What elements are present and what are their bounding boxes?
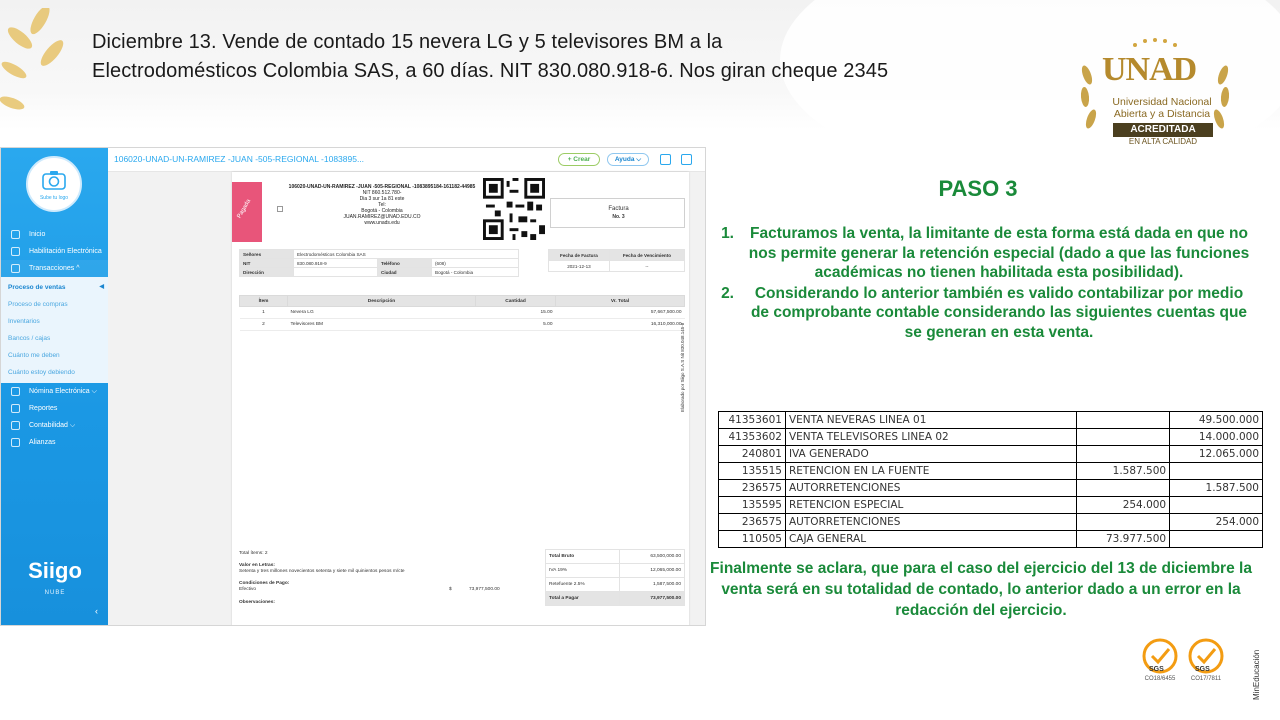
step-text: Considerando lo anterior también es valido contabilizar por medio de comprobante contable considerando las siguientes cuentas que se generan en esta venta. [750, 284, 1248, 341]
valor-letras-label: Valor en Letras: [239, 562, 275, 568]
account-debit: 73.977.500 [1077, 531, 1170, 548]
transactions-icon [11, 264, 20, 273]
dates-table [548, 249, 685, 272]
link-icon [11, 438, 20, 447]
total-items: Total ítems: 2 [239, 551, 268, 556]
table-row [719, 429, 1263, 446]
company-logo-upload[interactable] [26, 156, 82, 212]
value-senores: Electrodomésticos Colombia SAS [294, 250, 519, 259]
list-item [708, 284, 1254, 343]
account-name: IVA GENERADO [785, 446, 1076, 463]
submenu-proceso-ventas[interactable]: Proceso de ventas ◀ [1, 279, 108, 296]
account-code: 240801 [719, 446, 786, 463]
account-name: AUTORRETENCIONES [785, 480, 1076, 497]
total-pagar-label: Total a Pagar [546, 592, 620, 606]
siigo-nube-label: NUBE [44, 590, 66, 596]
avatar-label: Sube tu logo [39, 195, 69, 201]
account-debit [1077, 429, 1170, 446]
step-number: 2. [721, 284, 734, 302]
unad-sub-line1: Universidad Nacional [1112, 96, 1212, 108]
account-code: 41353602 [719, 429, 786, 446]
ayuda-button[interactable]: Ayuda ⌵ [607, 153, 649, 166]
sidebar-item-label: Reportes [29, 405, 58, 412]
condicion-pago: Efectivo [239, 587, 257, 592]
value-direccion [294, 268, 378, 277]
account-credit: 12.065.000 [1170, 446, 1263, 463]
items-header-cantidad: Cantidad [476, 296, 556, 307]
invoice-box-title: Factura [608, 206, 629, 212]
account-credit: 254.000 [1170, 514, 1263, 531]
item-quantity: 5.00 [476, 319, 556, 331]
account-name: RETENCION EN LA FUENTE [785, 463, 1076, 480]
invoice-summary [239, 551, 539, 606]
table-row [240, 307, 685, 319]
account-code: 135515 [719, 463, 786, 480]
account-credit [1170, 463, 1263, 480]
accounting-entries-table [718, 411, 1263, 548]
table-row [719, 412, 1263, 429]
table-row [719, 531, 1263, 548]
payroll-icon [11, 387, 20, 396]
account-name: RETENCION ESPECIAL [785, 497, 1076, 514]
company-email: JUAN.RAMIREZ@UNAD.EDU.CO [343, 214, 421, 220]
mineducacion-label: MinEducación [1252, 649, 1261, 700]
sidebar-item-label: Alianzas [29, 439, 56, 446]
sidebar-item-label: Contabilidad ⌵ [29, 421, 76, 429]
account-credit: 14.000.000 [1170, 429, 1263, 446]
item-number: 2 [240, 319, 288, 331]
account-debit [1077, 480, 1170, 497]
document-viewer[interactable] [108, 172, 706, 626]
sidebar-item-habilitacion[interactable] [1, 243, 108, 260]
home-icon [11, 230, 20, 239]
table-row [240, 319, 685, 331]
sidebar-item-contabilidad[interactable] [1, 417, 108, 434]
item-quantity: 15.00 [476, 307, 556, 319]
total-bruto-label: Total Bruto [546, 550, 620, 564]
unad-sub-line2: Abierta y a Distancia [1113, 108, 1211, 120]
account-credit: 1.587.500 [1170, 480, 1263, 497]
account-code: 236575 [719, 480, 786, 497]
label-senores: Señores [240, 250, 294, 259]
company-nit: NIT 860.512.780- [362, 190, 402, 196]
label-nit: NIT [240, 259, 294, 268]
submenu-cuanto-estoy-debiendo[interactable]: Cuánto estoy debiendo [8, 369, 75, 376]
siigo-elaborated-by: Elaborado por Siigo S.A.S Nit 830.048.145-8 [680, 322, 685, 412]
sidebar-item-alianzas[interactable] [1, 434, 108, 451]
slide-title-line1: Diciembre 13. Vende de contado 15 nevera LG y 5 televisores BM a la [92, 31, 723, 53]
sidebar-item-label: Inicio [29, 231, 46, 238]
value-nit: 830.080.918-9 [294, 259, 378, 268]
search-icon[interactable] [660, 154, 671, 165]
sidebar-item-label: Transacciones ^ [29, 265, 80, 272]
cert2-code: CO17/7811 [1190, 676, 1222, 682]
value-telefono: (608) [432, 259, 519, 268]
account-code: 110505 [719, 531, 786, 548]
company-city: Bogotá - Colombia [361, 208, 403, 214]
sidebar-item-label: Habilitación Electrónica [29, 248, 102, 255]
app-topbar [108, 148, 706, 172]
laurel-icon [0, 8, 80, 138]
item-total: 57,667,500.00 [556, 307, 685, 319]
sidebar-item-nomina[interactable] [1, 383, 108, 400]
steps-list [708, 224, 1254, 343]
totals-table [545, 549, 685, 606]
invoice-box-number: No. 3 [612, 214, 625, 220]
items-header-item: Ítem [240, 296, 288, 307]
sidebar [1, 148, 108, 626]
submenu-cuanto-me-deben[interactable]: Cuánto me deben [8, 352, 60, 359]
unad-logo-subtitle [1102, 96, 1222, 120]
account-name: VENTA NEVERAS LINEA 01 [785, 412, 1076, 429]
items-table [239, 295, 685, 331]
cert1-code: CO18/6455 [1144, 676, 1176, 682]
value-ciudad: Bogotá - Colombia [432, 268, 519, 277]
qr-code-icon [483, 178, 545, 240]
final-note: Finalmente se aclara, que para el caso del ejercicio del 13 de diciembre la venta será en su totalidad de contado, lo anterior dado a un error en la redacción del ejercicio. [710, 560, 1252, 619]
account-name: CAJA GENERAL [785, 531, 1076, 548]
list-item [708, 224, 1254, 283]
cert1-mark: SGS [1149, 666, 1164, 673]
slide-title-line2: Electrodomésticos Colombia SAS, a 60 días. NIT 830.080.918-6. Nos giran cheque 2345 [92, 60, 889, 82]
paid-ribbon [232, 182, 262, 242]
accreditation-badge: ACREDITADA [1113, 123, 1213, 137]
submenu-inventarios[interactable]: Inventarios [8, 318, 40, 325]
account-debit: 254.000 [1077, 497, 1170, 514]
transacciones-submenu [1, 277, 108, 383]
table-row [719, 480, 1263, 497]
label-telefono: Teléfono [378, 259, 432, 268]
label-fecha-factura: Fecha de Factura [549, 250, 610, 261]
condicion-currency: $ [449, 587, 452, 592]
sidebar-item-transacciones[interactable] [1, 260, 108, 277]
paso-title: PASO 3 [938, 176, 1018, 201]
siigo-logo: Siigo [28, 558, 82, 583]
calendar-icon[interactable] [681, 154, 692, 165]
account-code: 41353601 [719, 412, 786, 429]
invoice-number-box [550, 198, 685, 228]
document-icon [11, 247, 20, 256]
collapse-sidebar-icon[interactable]: ‹ [95, 606, 98, 616]
account-debit [1077, 446, 1170, 463]
unad-logo-text: UNAD [1102, 51, 1197, 88]
condiciones-label: Condiciones de Pago: [239, 580, 290, 586]
iva-value: 12,065,000.00 [619, 564, 684, 578]
item-total: 16,310,000.00 [556, 319, 685, 331]
item-number: 1 [240, 307, 288, 319]
company-tel: Tel: [378, 202, 386, 208]
retefuente-value: 1,587,500.00 [619, 578, 684, 592]
camera-icon [42, 170, 66, 190]
items-header-total: Vr. Total [556, 296, 685, 307]
invoice-page [232, 172, 689, 626]
accounting-icon [11, 421, 20, 430]
slide-title [92, 28, 1052, 86]
total-bruto-value: 63,500,000.00 [619, 550, 684, 564]
account-code: 236575 [719, 514, 786, 531]
sidebar-item-label: Nómina Electrónica ⌵ [29, 387, 97, 395]
label-fecha-vencimiento: Fecha de Vencimiento [609, 250, 684, 261]
accreditation-sub: EN ALTA CALIDAD [1128, 137, 1198, 146]
account-debit [1077, 514, 1170, 531]
company-info [282, 184, 482, 226]
valor-letras: Setenta y tres millones novecientos setenta y siete mil quinientos pesos m/cte [239, 569, 405, 574]
label-direccion: Dirección [240, 268, 294, 277]
account-debit [1077, 412, 1170, 429]
customer-table [239, 249, 519, 277]
account-name: VENTA TELEVISORES LINEA 02 [785, 429, 1076, 446]
observaciones-label: Observaciones: [239, 599, 275, 605]
item-description: Nevera LG [288, 307, 476, 319]
document-title: 106020-UNAD-UN-RAMIREZ -JUAN -505-REGIONAL -1083895... [114, 154, 365, 164]
value-fecha-factura: 2021-12-13 [549, 261, 610, 272]
table-row [719, 463, 1263, 480]
crear-button[interactable]: + Crear [558, 153, 600, 166]
value-fecha-vencimiento: -- [609, 261, 684, 272]
siigo-app-window [0, 147, 706, 626]
sidebar-nav [1, 226, 108, 451]
table-row [719, 497, 1263, 514]
table-row [719, 514, 1263, 531]
items-header-descripcion: Descripción [288, 296, 476, 307]
label-ciudad: Ciudad [378, 268, 432, 277]
submenu-bancos-cajas[interactable]: Bancos / cajas [8, 335, 51, 342]
cert2-mark: SGS [1195, 666, 1210, 673]
sidebar-item-inicio[interactable] [1, 226, 108, 243]
table-row [719, 446, 1263, 463]
company-web: www.unads.edu [364, 220, 400, 226]
sidebar-item-reportes[interactable] [1, 400, 108, 417]
account-credit [1170, 497, 1263, 514]
item-description: Televisores BM [288, 319, 476, 331]
iva-label: IVA 19% [546, 564, 620, 578]
paid-ribbon-label: Pagada [236, 198, 253, 220]
account-name: AUTORRETENCIONES [785, 514, 1076, 531]
company-address: Dia 3 sur 1a 81 este [359, 196, 405, 202]
step-number: 1. [721, 225, 734, 242]
total-pagar-value: 73,977,500.00 [619, 592, 684, 606]
account-credit: 49.500.000 [1170, 412, 1263, 429]
submenu-proceso-compras[interactable]: Proceso de compras [8, 301, 68, 308]
company-name: 106020-UNAD-UN-RAMIREZ -JUAN -505-REGIONAL -1083895184-161182-44985 [288, 184, 476, 190]
account-debit: 1.587.500 [1077, 463, 1170, 480]
reports-icon [11, 404, 20, 413]
retefuente-label: Retefuente 2.5% [546, 578, 620, 592]
account-code: 135595 [719, 497, 786, 514]
step-text: Facturamos la venta, la limitante de esta forma está dada en que no nos permite generar la retención especial (dado a que las funciones académicas no tienen habilitada esta posibilidad). [748, 225, 1250, 281]
account-credit [1170, 531, 1263, 548]
condicion-valor: 73,977,500.00 [469, 587, 500, 592]
